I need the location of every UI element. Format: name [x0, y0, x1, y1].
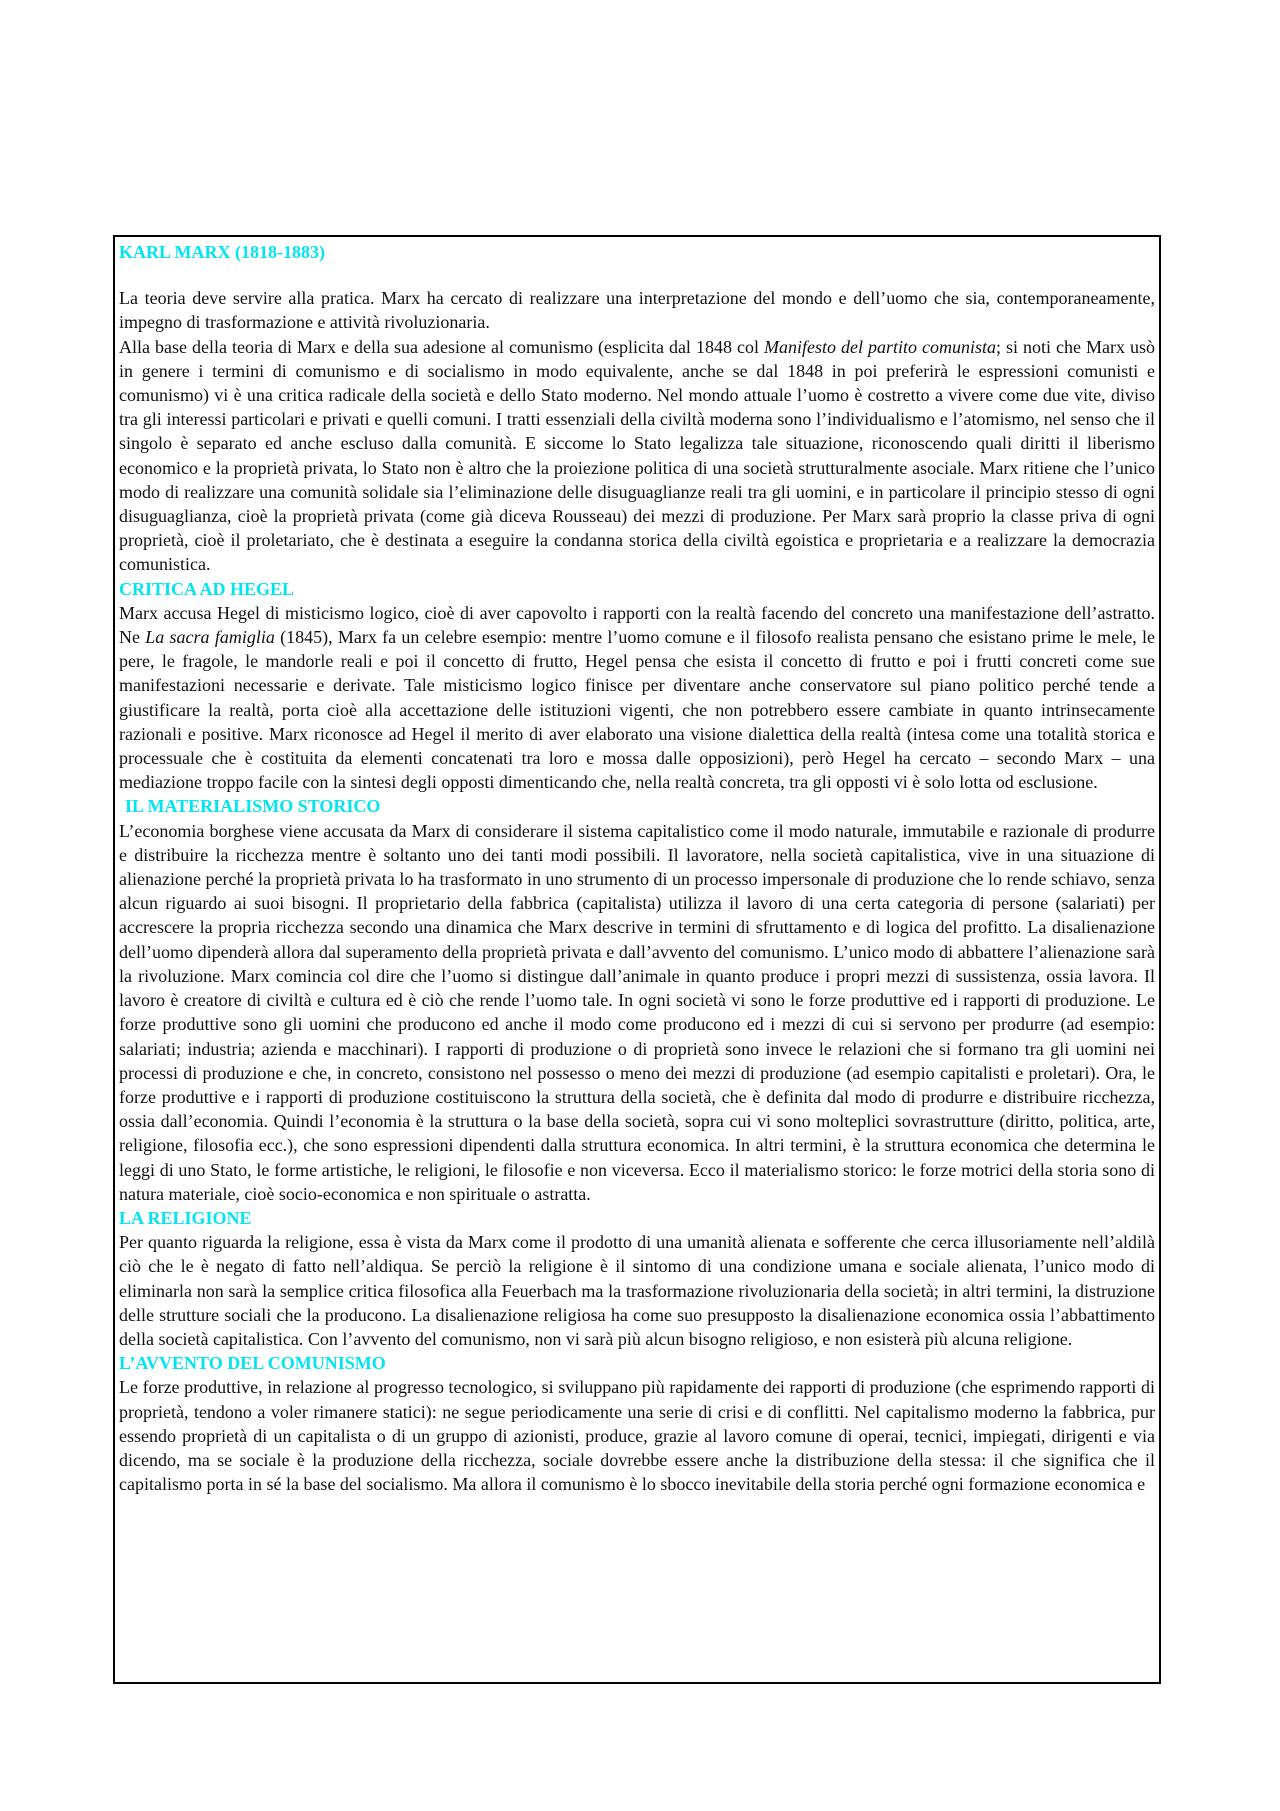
religione-paragraph: Per quanto riguarda la religione, essa è vista da Marx come il prodotto di una umanità alienata e sofferente che cerca illusoriamente nell’aldilà ciò che le è negato di fatto nell’aldiqua. Se perciò la religione è il sintomo di una condizione umana e sociale alienata, l’unico modo di eliminarla non sarà la semplice critica filosofica alla Feuerbach ma la trasformazione rivoluzionaria della società; in altri termini, la distruzione delle strutture sociali che la producono. La disalienazione religiosa ha come suo presupposto la disalienazione economica ossia l’abbattimento della società capitalistica. Con l’avvento del comunismo, non vi sarà più alcun bisogno religioso, e non esisterà più alcuna religione. [119, 1232, 1155, 1349]
intro-paragraph-1: La teoria deve servire alla pratica. Marx ha cercato di realizzare una interpretazione del mondo e dell’uomo che sia, contemporaneamente, impegno di trasformazione e attività rivoluzionaria. [119, 288, 1155, 333]
hegel-paragraph [119, 601, 1155, 795]
materialismo-paragraph: L’economia borghese viene accusata da Marx di considerare il sistema capitalistico come il modo naturale, immutabile e razionale di produrre e distribuire la ricchezza mentre è soltanto uno dei tanti modi possibili. Il lavoratore, nella società capitalistica, vive in una situazione di alienazione perché la proprietà privata lo ha trasformato in uno strumento di un processo impersonale di produzione che lo rende schiavo, senza alcun riguardo ai suoi bisogni. Il proprietario della fabbrica (capitalista) utilizza il lavoro di una certa categoria di persone (salariati) per accrescere la propria ricchezza secondo una dinamica che Marx descrive in termini di sfruttamento e di logica del profitto. La disalienazione dell’uomo dipenderà allora dal superamento della proprietà privata e dall’avvento del comunismo. L’unico modo di abbattere l’alienazione sarà la rivoluzione. Marx comincia col dire che l’uomo si distingue dall’animale in quanto produce i propri mezzi di sussistenza, ossia lavora. Il lavoro è creatore di civiltà e cultura ed è ciò che rende l’uomo tale. In ogni società vi sono le forze produttive ed i rapporti di produzione. Le forze produttive sono gli uomini che producono ed anche il modo come producono ed i mezzi di cui si servono per produrre (ad esempio: salariati; industria; azienda e macchinari). I rapporti di produzione o di proprietà sono invece le relazioni che si formano tra gli uomini nei processi di produzione e che, in concreto, consistono nel possesso o meno dei mezzi di produzione (ad esempio capitalisti e proletari). Ora, le forze produttive e i rapporti di produzione costituiscono la struttura della società, che è definita dal modo di produrre e distribuire ricchezza, ossia dall’economia. Quindi l’economia è la struttura o la base della società, sopra cui vi sono molteplici sovrastrutture (diritto, politica, arte, religione, filosofia ecc.), che sono espressioni dipendenti dalla struttura economica. In altri termini, è la struttura economica che determina le leggi di uno Stato, le forme artistiche, le religioni, le filosofie e non viceversa. Ecco il materialismo storico: le forze motrici della storia sono di natura materiale, cioè socio-economica e non spirituale o astratta. [119, 820, 1155, 1204]
intro-text-a: Alla base della teoria di Marx e della sua adesione al comunismo (esplicita dal 1848 col [119, 336, 764, 357]
manifesto-title: Manifesto del partito comunista [763, 336, 996, 357]
spacer [119, 264, 1155, 286]
section-heading-comunismo: L’AVVENTO DEL COMUNISMO [119, 1353, 386, 1374]
hegel-text-a: Marx accusa Hegel di misticismo logico, cioè di aver capovolto i rapporti con la realtà facendo del concreto una manifestazione dell’astratto. Ne [119, 602, 1155, 648]
intro-paragraph-2 [119, 335, 1155, 577]
document-frame [113, 235, 1161, 1684]
section-heading-materialismo: IL MATERIALISMO STORICO [125, 796, 381, 817]
hegel-text-b: (1845), Marx fa un celebre esempio: mentre l’uomo comune e il filosofo realista pensano che esistano prime le mele, le pere, le fragole, le mandorle reali e poi il concetto di frutto, Hegel pensa che esista il concetto di frutto e poi i frutti concreti come sue manifestazioni necessarie e derivate. Tale misticismo logico finisce per diventare anche conservatore sul piano politico perché tende a giustificare la realtà, porta cioè alla accettazione delle istituzioni vigenti, che non potrebbero essere cambiate in quanto intrinsecamente razionali e positive. Marx riconosce ad Hegel il merito di aver elaborato una visione dialettica della realtà (intesa come una totalità storica e processuale che è costituita da elementi concatenati tra loro e mossa dalle opposizioni), però Hegel ha cercato – secondo Marx – una mediazione troppo facile con la sintesi degli opposti dimenticando che, nella realtà concreta, tra gli opposti vi è solo lotta od esclusione. [119, 627, 1155, 793]
comunismo-paragraph: Le forze produttive, in relazione al progresso tecnologico, si sviluppano più rapidamente dei rapporti di produzione (che esprimendo rapporti di proprietà, tendono a voler rimanere statici): ne segue periodicamente una serie di crisi e di conflitti. Nel capitalismo moderno la fabbrica, pur essendo proprietà di un capitalista o di un gruppo di azionisti, produce, grazie al lavoro comune di operai, tecnici, impiegati, dirigenti e via dicendo, ma se sociale è la produzione della ricchezza, sociale dovrebbe essere anche la distribuzione della stessa: il che significa che il capitalismo porta in sé la base del socialismo. Ma allora il comunismo è lo sbocco inevitabile della storia perché ogni formazione economica e [119, 1377, 1155, 1495]
section-heading-hegel: CRITICA AD HEGEL [119, 578, 295, 599]
sacra-famiglia-title: La sacra famiglia [145, 627, 275, 648]
section-heading-religione: LA RELIGIONE [119, 1207, 252, 1228]
document-title: KARL MARX (1818-1883) [119, 242, 325, 262]
intro-text-b: ; si noti che Marx usò in genere i termini di comunismo e di socialismo in modo equivalente, anche se dal 1848 in poi preferirà le espressioni comunisti e comunismo) vi è una critica radicale della società e dello Stato moderno. Nel mondo attuale l’uomo è costretto a vivere come due vite, diviso tra gli interessi particolari e privati e quelli comuni. I tratti essenziali della civiltà moderna sono l’individualismo e l’atomismo, nel senso che il singolo è separato ed anche escluso dalla comunità. E siccome lo Stato legalizza tale situazione, riconoscendo quali diritti il liberismo economico e la proprietà privata, lo Stato non è altro che la proiezione politica di una società strutturalmente asociale. Marx ritiene che l’unico modo di realizzare una comunità solidale sia l’eliminazione delle disuguaglianze reali tra gli uomini, e in particolare il principio stesso di ogni disuguaglianza, cioè la proprietà privata (come già diceva Rousseau) dei mezzi di produzione. Per Marx sarà proprio la classe priva di ogni proprietà, cioè il proletariato, che è destinata a eseguire la condanna storica della civiltà egoistica e proprietaria e a realizzare la democrazia comunistica. [119, 336, 1155, 575]
